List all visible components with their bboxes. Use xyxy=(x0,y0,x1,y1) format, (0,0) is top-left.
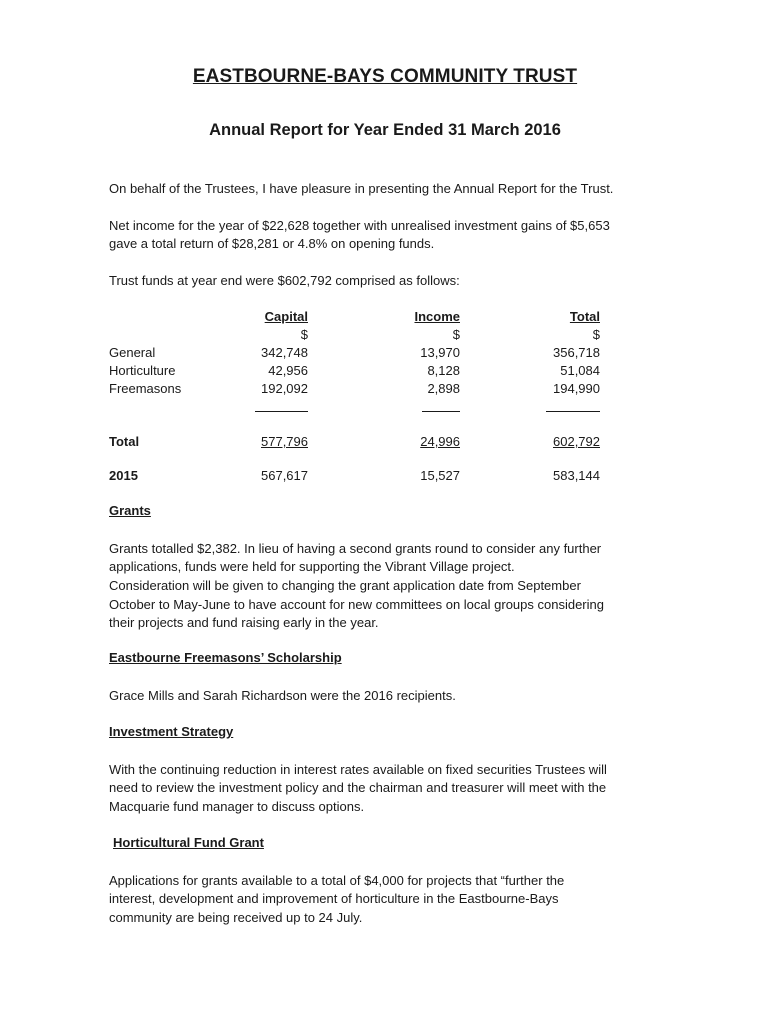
prior-capital: 567,617 xyxy=(261,468,308,483)
grants-line-3: Consideration will be given to changing the grant application date from September xyxy=(109,578,581,593)
total-capital: 577,796 xyxy=(261,434,308,449)
horticultural-line-2: interest, development and improvement of horticulture in the Eastbourne-Bays xyxy=(109,891,559,906)
row-label: General xyxy=(109,345,156,360)
currency-symbol: $ xyxy=(592,327,600,342)
investment-line-3: Macquarie fund manager to discuss options. xyxy=(109,799,365,814)
column-header-capital: Capital xyxy=(264,309,308,324)
document-title: EASTBOURNE-BAYS COMMUNITY TRUST xyxy=(192,66,578,87)
document-subtitle: Annual Report for Year Ended 31 March 2016 xyxy=(209,121,561,139)
subtotal-rule xyxy=(422,411,460,412)
grants-line-1: Grants totalled $2,382. In lieu of having a second grants round to consider any further xyxy=(109,541,602,556)
subtotal-rule xyxy=(546,411,600,412)
column-header-total: Total xyxy=(569,309,600,324)
horticultural-line-1: Applications for grants available to a total of $4,000 for projects that “further the xyxy=(109,873,565,888)
net-income-line-2: gave a total return of $28,281 or 4.8% on opening funds. xyxy=(109,236,435,251)
currency-symbol: $ xyxy=(300,327,308,342)
investment-line-1: With the continuing reduction in interest rates available on fixed securities Trustees will xyxy=(109,762,607,777)
investment-line-2: need to review the investment policy and the chairman and treasurer will meet with the xyxy=(109,780,607,795)
prior-year-label: 2015 xyxy=(109,468,138,483)
capital-value: 42,956 xyxy=(268,363,308,378)
net-income-line-1: Net income for the year of $22,628 together with unrealised investment gains of $5,653 xyxy=(109,218,610,233)
total-value: 356,718 xyxy=(553,345,600,360)
scholarship-text: Grace Mills and Sarah Richardson were the 2016 recipients. xyxy=(109,688,456,703)
grants-line-4: October to May-June to have account for new committees on local groups considering xyxy=(109,597,604,612)
income-value: 2,898 xyxy=(427,381,460,396)
prior-income: 15,527 xyxy=(420,468,460,483)
horticultural-heading: Horticultural Fund Grant xyxy=(113,835,264,850)
total-label: Total xyxy=(109,434,140,449)
scholarship-heading: Eastbourne Freemasons’ Scholarship xyxy=(109,650,342,665)
grants-line-5: their projects and fund raising early in the year. xyxy=(109,615,379,630)
prior-total: 583,144 xyxy=(553,468,600,483)
grants-heading: Grants xyxy=(109,503,151,518)
capital-value: 192,092 xyxy=(261,381,308,396)
income-value: 13,970 xyxy=(420,345,460,360)
total-value: 51,084 xyxy=(560,363,600,378)
row-label: Freemasons xyxy=(109,381,182,396)
funds-intro: Trust funds at year end were $602,792 comprised as follows: xyxy=(109,273,460,288)
total-total: 602,792 xyxy=(553,434,600,449)
total-value: 194,990 xyxy=(553,381,600,396)
subtotal-rule xyxy=(255,411,308,412)
intro-paragraph: On behalf of the Trustees, I have pleasure in presenting the Annual Report for the Trust. xyxy=(109,181,614,196)
currency-symbol: $ xyxy=(452,327,460,342)
column-header-income: Income xyxy=(414,309,460,324)
income-value: 8,128 xyxy=(427,363,460,378)
investment-heading: Investment Strategy xyxy=(109,724,234,739)
capital-value: 342,748 xyxy=(261,345,308,360)
horticultural-line-3: community are being received up to 24 July. xyxy=(109,910,363,925)
grants-line-2: applications, funds were held for supporting the Vibrant Village project. xyxy=(109,559,515,574)
row-label: Horticulture xyxy=(109,363,176,378)
total-income: 24,996 xyxy=(420,434,460,449)
